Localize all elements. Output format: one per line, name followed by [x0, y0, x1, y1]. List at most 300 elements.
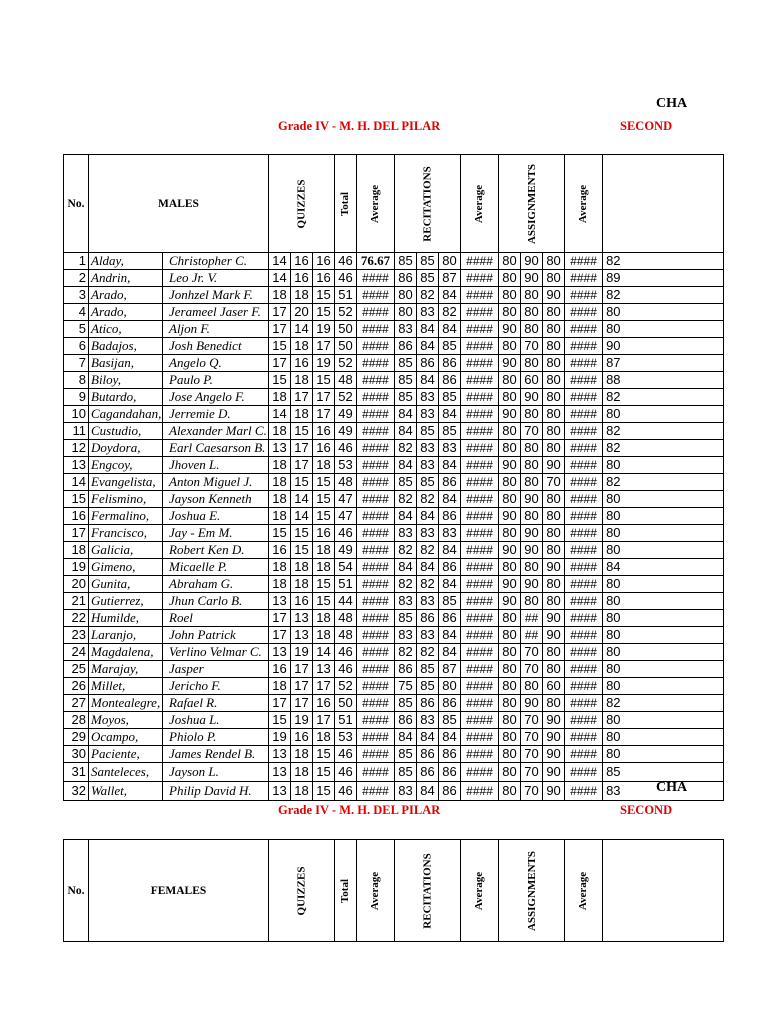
cell-last: Ocampo, — [89, 729, 163, 746]
cell-a1: 80 — [499, 525, 521, 542]
table-row — [64, 338, 724, 355]
cell-first: Jonhzel Mark F. — [163, 287, 269, 304]
cell-a2: 80 — [521, 440, 543, 457]
cell-a2: 80 — [521, 508, 543, 525]
table-row — [64, 610, 724, 627]
cell-r1: 80 — [395, 304, 417, 321]
cell-q2: 18 — [291, 338, 313, 355]
cell-r3: 86 — [439, 508, 461, 525]
cell-avg1: #### — [357, 321, 395, 338]
cell-avg1: #### — [357, 644, 395, 661]
cell-avg2: #### — [461, 542, 499, 559]
cell-a1: 90 — [499, 542, 521, 559]
cell-q2: 15 — [291, 542, 313, 559]
cell-first: Alexander Marl C. — [163, 423, 269, 440]
cell-q3: 15 — [313, 372, 335, 389]
cell-total: 47 — [335, 508, 357, 525]
cell-q1: 13 — [269, 644, 291, 661]
cell-q3: 18 — [313, 729, 335, 746]
cell-a3: 90 — [543, 627, 565, 644]
cell-r1: 84 — [395, 559, 417, 576]
cell-first: James Rendel B. — [163, 746, 269, 763]
cell-no: 3 — [64, 287, 89, 304]
header-quizzes: QUIZZES — [269, 840, 335, 942]
cell-r3: 83 — [439, 525, 461, 542]
cell-avg3: #### — [565, 763, 603, 782]
cell-total: 48 — [335, 627, 357, 644]
cell-q3: 16 — [313, 525, 335, 542]
cell-last: Evangelista, — [89, 474, 163, 491]
cell-r3: 86 — [439, 559, 461, 576]
cell-q2: 16 — [291, 253, 313, 270]
cell-avg3: #### — [565, 389, 603, 406]
cell-avg2: #### — [461, 287, 499, 304]
cell-q2: 14 — [291, 491, 313, 508]
cell-next: 80 — [603, 746, 724, 763]
cell-first: Leo Jr. V. — [163, 270, 269, 287]
cell-last: Santeleces, — [89, 763, 163, 782]
cell-r2: 84 — [417, 338, 439, 355]
cell-first: Philip David H. — [163, 782, 269, 801]
cell-a3: 80 — [543, 491, 565, 508]
cell-next: 80 — [603, 491, 724, 508]
cell-r3: 84 — [439, 406, 461, 423]
cell-r1: 85 — [395, 253, 417, 270]
cell-q1: 17 — [269, 321, 291, 338]
cell-total: 50 — [335, 338, 357, 355]
cell-r1: 83 — [395, 782, 417, 801]
cell-q1: 19 — [269, 729, 291, 746]
cell-first: Robert Ken D. — [163, 542, 269, 559]
cell-total: 46 — [335, 782, 357, 801]
cell-a1: 80 — [499, 559, 521, 576]
cell-next: 84 — [603, 559, 724, 576]
cell-a3: 80 — [543, 576, 565, 593]
cell-first: Jayson L. — [163, 763, 269, 782]
cell-q3: 17 — [313, 406, 335, 423]
cell-total: 46 — [335, 644, 357, 661]
cell-avg3: #### — [565, 321, 603, 338]
cell-q1: 14 — [269, 253, 291, 270]
cell-total: 52 — [335, 389, 357, 406]
cell-no: 22 — [64, 610, 89, 627]
table-row — [64, 678, 724, 695]
cell-no: 15 — [64, 491, 89, 508]
cell-next: 82 — [603, 440, 724, 457]
cell-a1: 80 — [499, 270, 521, 287]
cell-avg3: #### — [565, 355, 603, 372]
cell-a1: 80 — [499, 491, 521, 508]
cell-q1: 13 — [269, 593, 291, 610]
cell-r2: 82 — [417, 644, 439, 661]
cell-q3: 15 — [313, 508, 335, 525]
header-recitations: RECITATIONS — [395, 155, 461, 253]
cell-q2: 16 — [291, 270, 313, 287]
cell-q1: 17 — [269, 610, 291, 627]
cell-first: Christopher C. — [163, 253, 269, 270]
cell-r2: 85 — [417, 661, 439, 678]
cell-no: 9 — [64, 389, 89, 406]
cell-q2: 18 — [291, 372, 313, 389]
cell-r1: 84 — [395, 508, 417, 525]
cell-a3: 80 — [543, 423, 565, 440]
cell-total: 47 — [335, 491, 357, 508]
table-row — [64, 287, 724, 304]
cell-no: 25 — [64, 661, 89, 678]
cell-r2: 85 — [417, 678, 439, 695]
cell-last: Fermalino, — [89, 508, 163, 525]
cell-a1: 80 — [499, 678, 521, 695]
cell-avg2: #### — [461, 372, 499, 389]
cell-r2: 83 — [417, 440, 439, 457]
cell-next: 88 — [603, 372, 724, 389]
cell-a3: 80 — [543, 593, 565, 610]
cell-r3: 86 — [439, 695, 461, 712]
cell-avg1: #### — [357, 457, 395, 474]
cell-no: 5 — [64, 321, 89, 338]
header-next-column — [603, 840, 724, 942]
cell-q3: 14 — [313, 644, 335, 661]
cell-avg3: #### — [565, 644, 603, 661]
cell-no: 1 — [64, 253, 89, 270]
cell-avg3: #### — [565, 712, 603, 729]
cell-avg1: #### — [357, 355, 395, 372]
cell-q2: 16 — [291, 593, 313, 610]
cell-last: Arado, — [89, 304, 163, 321]
cell-a3: 80 — [543, 644, 565, 661]
cell-r1: 83 — [395, 593, 417, 610]
cell-no: 16 — [64, 508, 89, 525]
header-total: Total — [335, 840, 357, 942]
cell-a3: 90 — [543, 729, 565, 746]
cell-q3: 17 — [313, 338, 335, 355]
cell-q1: 13 — [269, 440, 291, 457]
cell-q1: 18 — [269, 559, 291, 576]
cell-r1: 75 — [395, 678, 417, 695]
cell-a1: 80 — [499, 782, 521, 801]
cell-r3: 84 — [439, 321, 461, 338]
cell-a1: 90 — [499, 457, 521, 474]
cell-r3: 85 — [439, 389, 461, 406]
header-recitations: RECITATIONS — [395, 840, 461, 942]
cell-a2: 80 — [521, 474, 543, 491]
cell-first: Jayson Kenneth — [163, 491, 269, 508]
cell-first: Micaelle P. — [163, 559, 269, 576]
cell-a1: 80 — [499, 304, 521, 321]
cell-avg1: #### — [357, 270, 395, 287]
cell-a3: 90 — [543, 457, 565, 474]
cell-no: 27 — [64, 695, 89, 712]
cell-next: 80 — [603, 321, 724, 338]
cell-avg2: #### — [461, 746, 499, 763]
cell-q2: 13 — [291, 627, 313, 644]
cell-a3: 90 — [543, 763, 565, 782]
cell-avg1: #### — [357, 712, 395, 729]
cell-q3: 15 — [313, 287, 335, 304]
cell-avg1: #### — [357, 661, 395, 678]
cell-a1: 80 — [499, 746, 521, 763]
cell-q2: 15 — [291, 423, 313, 440]
cell-q1: 15 — [269, 525, 291, 542]
cell-next: 82 — [603, 695, 724, 712]
cell-q3: 18 — [313, 542, 335, 559]
cell-a2: 80 — [521, 287, 543, 304]
grade-section-label-2: Grade IV - M. H. DEL PILAR — [278, 803, 441, 817]
cell-avg2: #### — [461, 610, 499, 627]
cell-a2: 70 — [521, 644, 543, 661]
cell-avg2: #### — [461, 270, 499, 287]
cell-avg2: #### — [461, 338, 499, 355]
cell-first: Phiolo P. — [163, 729, 269, 746]
cell-r1: 84 — [395, 406, 417, 423]
cell-next: 80 — [603, 712, 724, 729]
cell-q3: 15 — [313, 474, 335, 491]
cell-avg3: #### — [565, 491, 603, 508]
cell-a2: 90 — [521, 491, 543, 508]
cell-q2: 18 — [291, 559, 313, 576]
cell-r3: 87 — [439, 661, 461, 678]
cell-a2: 90 — [521, 695, 543, 712]
cell-q1: 18 — [269, 678, 291, 695]
cell-a2: 70 — [521, 729, 543, 746]
cell-next: 83 — [603, 782, 724, 801]
cell-avg3: #### — [565, 576, 603, 593]
cell-avg1: #### — [357, 695, 395, 712]
cell-first: Aljon F. — [163, 321, 269, 338]
cell-a1: 80 — [499, 695, 521, 712]
cell-a3: 80 — [543, 440, 565, 457]
cell-avg3: #### — [565, 287, 603, 304]
cell-a2: 80 — [521, 304, 543, 321]
table-row — [64, 525, 724, 542]
cell-q2: 17 — [291, 457, 313, 474]
cell-a3: 80 — [543, 372, 565, 389]
cell-last: Cagandahan, — [89, 406, 163, 423]
cell-next: 82 — [603, 253, 724, 270]
cell-no: 7 — [64, 355, 89, 372]
cell-a2: 70 — [521, 782, 543, 801]
table-row — [64, 474, 724, 491]
females-header-row — [64, 840, 724, 942]
cell-a2: 80 — [521, 678, 543, 695]
cell-no: 18 — [64, 542, 89, 559]
cell-a2: 70 — [521, 661, 543, 678]
cell-r3: 84 — [439, 644, 461, 661]
cell-q2: 14 — [291, 508, 313, 525]
cell-next: 82 — [603, 423, 724, 440]
cell-r1: 86 — [395, 270, 417, 287]
cell-a1: 80 — [499, 372, 521, 389]
cell-first: Jericho F. — [163, 678, 269, 695]
cell-avg3: #### — [565, 508, 603, 525]
cell-next: 87 — [603, 355, 724, 372]
cell-r1: 85 — [395, 355, 417, 372]
cell-r1: 80 — [395, 287, 417, 304]
cell-q3: 15 — [313, 576, 335, 593]
cell-q3: 15 — [313, 491, 335, 508]
cell-r3: 86 — [439, 355, 461, 372]
cell-last: Felismino, — [89, 491, 163, 508]
header-no: No. — [64, 155, 89, 253]
cell-a1: 90 — [499, 406, 521, 423]
cell-first: Angelo Q. — [163, 355, 269, 372]
cell-r1: 82 — [395, 440, 417, 457]
cell-avg3: #### — [565, 338, 603, 355]
cell-q3: 15 — [313, 304, 335, 321]
cell-a1: 80 — [499, 389, 521, 406]
cell-last: Gimeno, — [89, 559, 163, 576]
cell-q2: 15 — [291, 474, 313, 491]
table-row — [64, 423, 724, 440]
cell-first: Verlino Velmar C. — [163, 644, 269, 661]
cell-q1: 14 — [269, 406, 291, 423]
cell-no: 23 — [64, 627, 89, 644]
cell-q1: 17 — [269, 695, 291, 712]
cell-r2: 85 — [417, 474, 439, 491]
cell-r2: 85 — [417, 270, 439, 287]
cell-q1: 18 — [269, 287, 291, 304]
cell-r3: 85 — [439, 712, 461, 729]
cell-a1: 80 — [499, 627, 521, 644]
sheet-title-fragment-2: CHA — [656, 780, 688, 795]
cell-avg2: #### — [461, 782, 499, 801]
cell-first: Jhoven L. — [163, 457, 269, 474]
cell-q2: 17 — [291, 389, 313, 406]
cell-total: 46 — [335, 763, 357, 782]
table-row — [64, 782, 724, 801]
cell-q3: 17 — [313, 712, 335, 729]
cell-r1: 84 — [395, 729, 417, 746]
header-average-quizzes: Average — [357, 840, 395, 942]
cell-r2: 84 — [417, 508, 439, 525]
cell-a1: 80 — [499, 729, 521, 746]
cell-avg1: #### — [357, 440, 395, 457]
cell-avg1: #### — [357, 338, 395, 355]
table-row — [64, 389, 724, 406]
cell-q3: 15 — [313, 746, 335, 763]
cell-q1: 18 — [269, 423, 291, 440]
cell-q3: 15 — [313, 763, 335, 782]
cell-r1: 82 — [395, 576, 417, 593]
cell-avg2: #### — [461, 644, 499, 661]
table-row — [64, 355, 724, 372]
table-row — [64, 440, 724, 457]
cell-r1: 84 — [395, 423, 417, 440]
cell-no: 6 — [64, 338, 89, 355]
cell-avg3: #### — [565, 729, 603, 746]
cell-a1: 80 — [499, 644, 521, 661]
cell-avg2: #### — [461, 389, 499, 406]
cell-no: 13 — [64, 457, 89, 474]
cell-q2: 13 — [291, 610, 313, 627]
cell-no: 2 — [64, 270, 89, 287]
cell-next: 90 — [603, 338, 724, 355]
cell-next: 82 — [603, 389, 724, 406]
cell-a3: 60 — [543, 678, 565, 695]
cell-q1: 14 — [269, 270, 291, 287]
table-row — [64, 253, 724, 270]
cell-a2: 80 — [521, 406, 543, 423]
table-row — [64, 508, 724, 525]
cell-r2: 83 — [417, 525, 439, 542]
cell-first: Joshua E. — [163, 508, 269, 525]
cell-avg3: #### — [565, 253, 603, 270]
cell-r3: 84 — [439, 576, 461, 593]
cell-avg3: #### — [565, 695, 603, 712]
cell-last: Millet, — [89, 678, 163, 695]
cell-avg1: #### — [357, 525, 395, 542]
cell-a3: 80 — [543, 355, 565, 372]
cell-a1: 80 — [499, 253, 521, 270]
cell-q1: 17 — [269, 304, 291, 321]
cell-r2: 83 — [417, 712, 439, 729]
cell-a1: 80 — [499, 763, 521, 782]
cell-a2: 60 — [521, 372, 543, 389]
cell-next: 80 — [603, 457, 724, 474]
cell-avg2: #### — [461, 423, 499, 440]
cell-avg1: #### — [357, 474, 395, 491]
cell-avg2: #### — [461, 627, 499, 644]
cell-a1: 80 — [499, 474, 521, 491]
cell-r2: 83 — [417, 627, 439, 644]
table-row — [64, 746, 724, 763]
cell-q2: 19 — [291, 644, 313, 661]
cell-first: Jose Angelo F. — [163, 389, 269, 406]
cell-r1: 84 — [395, 457, 417, 474]
cell-next: 89 — [603, 270, 724, 287]
cell-r1: 86 — [395, 712, 417, 729]
cell-no: 24 — [64, 644, 89, 661]
cell-a1: 80 — [499, 712, 521, 729]
cell-a3: 80 — [543, 338, 565, 355]
table-row — [64, 406, 724, 423]
cell-avg1: #### — [357, 593, 395, 610]
cell-r3: 80 — [439, 253, 461, 270]
cell-r3: 84 — [439, 287, 461, 304]
cell-q3: 15 — [313, 593, 335, 610]
cell-avg3: #### — [565, 627, 603, 644]
table-row — [64, 627, 724, 644]
cell-r3: 80 — [439, 678, 461, 695]
cell-q2: 18 — [291, 746, 313, 763]
cell-q3: 18 — [313, 559, 335, 576]
cell-avg3: #### — [565, 782, 603, 801]
cell-r3: 83 — [439, 440, 461, 457]
cell-total: 51 — [335, 712, 357, 729]
cell-a2: ## — [521, 627, 543, 644]
cell-avg2: #### — [461, 457, 499, 474]
cell-last: Atico, — [89, 321, 163, 338]
cell-a3: 90 — [543, 746, 565, 763]
cell-r2: 83 — [417, 406, 439, 423]
cell-r3: 85 — [439, 338, 461, 355]
cell-a2: 70 — [521, 712, 543, 729]
cell-no: 32 — [64, 782, 89, 801]
cell-r3: 84 — [439, 729, 461, 746]
header-total: Total — [335, 155, 357, 253]
cell-no: 4 — [64, 304, 89, 321]
cell-r3: 84 — [439, 542, 461, 559]
cell-total: 52 — [335, 355, 357, 372]
cell-first: Abraham G. — [163, 576, 269, 593]
cell-r2: 82 — [417, 576, 439, 593]
header-assignments: ASSIGNMENTS — [499, 155, 565, 253]
cell-avg2: #### — [461, 406, 499, 423]
cell-avg1: #### — [357, 678, 395, 695]
cell-a1: 80 — [499, 338, 521, 355]
cell-avg1: #### — [357, 782, 395, 801]
cell-last: Arado, — [89, 287, 163, 304]
